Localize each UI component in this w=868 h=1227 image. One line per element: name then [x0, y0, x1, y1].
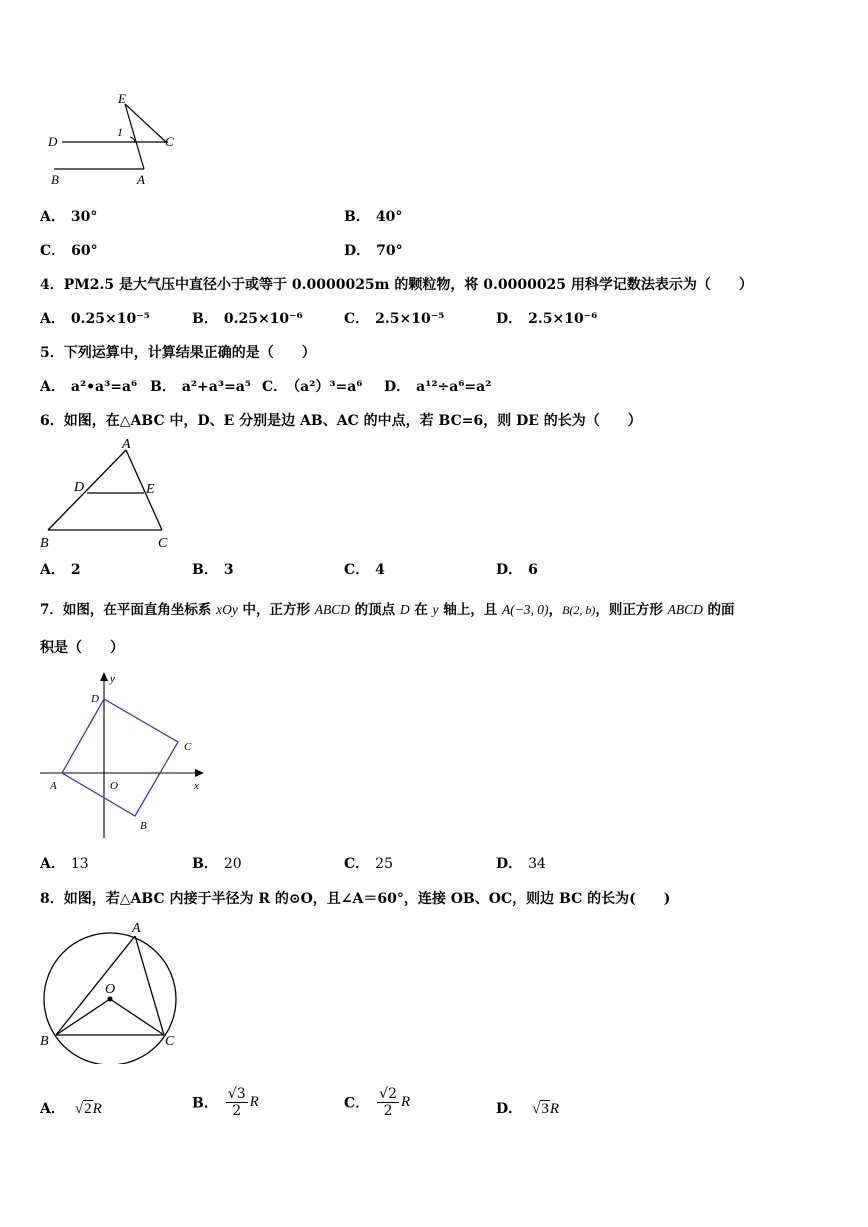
side-ac	[126, 450, 162, 530]
label-y: y	[110, 673, 115, 685]
side-ab	[48, 450, 126, 530]
line-ea	[125, 104, 144, 169]
label-c: C	[184, 741, 192, 753]
q5-option-c[interactable]: C． （a²）³=a⁶	[262, 379, 363, 395]
q6-option-d[interactable]: D． 6	[496, 562, 538, 578]
label-o: O	[105, 982, 116, 997]
label-e: E	[146, 482, 155, 497]
q5-option-d[interactable]: D． a¹²÷a⁶=a²	[384, 379, 492, 395]
label-d: D	[74, 480, 85, 495]
center-dot	[108, 997, 113, 1002]
q3-option-a[interactable]: A． 30°	[40, 209, 98, 225]
q7-option-b[interactable]: B． 20	[192, 856, 242, 872]
q8-figure	[36, 914, 196, 1064]
q8-option-b[interactable]: B． $\frac{√3}{2}$ R	[192, 1086, 259, 1119]
q5-stem: 5．下列运算中，计算结果正确的是（ ）	[40, 345, 316, 361]
y-axis-arrow	[100, 672, 108, 681]
label-b: B	[140, 820, 147, 832]
chord-ac	[135, 936, 164, 1035]
label-a: A	[132, 921, 141, 936]
q6-option-a[interactable]: A． 2	[40, 562, 81, 578]
q6-figure	[38, 436, 178, 552]
q3-option-c[interactable]: C． 60°	[40, 243, 98, 259]
label-b: B	[40, 536, 49, 551]
q8-option-c[interactable]: C． $\frac{√2}{2}$ R	[344, 1086, 411, 1119]
label-d: D	[48, 134, 58, 149]
q3-option-b[interactable]: B． 40°	[344, 209, 403, 225]
label-a: A	[137, 172, 145, 187]
label-c: C	[165, 1034, 175, 1049]
radius-ob	[56, 999, 110, 1035]
q8-option-a[interactable]: A． √2R	[40, 1101, 102, 1117]
q4-stem: 4．PM2.5 是大气压中直径小于或等于 0.0000025m 的颗粒物，将 0.0000025 用科学记数法表示为（ ）	[40, 277, 753, 293]
q5-option-b[interactable]: B． a²+a³=a⁵	[150, 379, 251, 395]
q6-option-c[interactable]: C． 4	[344, 562, 385, 578]
q4-option-b[interactable]: B． 0.25×10⁻⁶	[192, 311, 303, 327]
q6-option-b[interactable]: B． 3	[192, 562, 234, 578]
q7-option-d[interactable]: D． 34	[496, 856, 546, 872]
q6-stem: 6．如图，在△ABC 中，D、E 分别是边 AB、AC 的中点，若 BC=6，则 DE 的长为（ ）	[40, 413, 642, 429]
label-e: E	[118, 91, 126, 106]
q3-option-d[interactable]: D． 70°	[344, 243, 403, 259]
label-1: 1	[117, 125, 123, 139]
q5-option-a[interactable]: A． a²•a³=a⁶	[40, 379, 138, 395]
square-abcd	[62, 699, 178, 816]
chord-ab	[56, 936, 135, 1035]
q3-figure	[40, 88, 190, 188]
q7-option-a[interactable]: A． 13	[40, 856, 89, 872]
q4-option-c[interactable]: C． 2.5×10⁻⁵	[344, 311, 445, 327]
q7-stem-line1: 7．如图，在平面直角坐标系 xOy 中，正方形 ABCD 的顶点 D 在 y 轴上，且 A(−3, 0)，B(2, b)，则正方形 ABCD 的面	[40, 602, 735, 618]
label-b: B	[40, 1034, 49, 1049]
q8-option-d[interactable]: D． √3R	[496, 1101, 560, 1117]
q7-figure	[38, 668, 213, 840]
label-c: C	[158, 536, 168, 551]
q7-option-c[interactable]: C． 25	[344, 856, 393, 872]
q4-option-d[interactable]: D． 2.5×10⁻⁶	[496, 311, 598, 327]
q4-option-a[interactable]: A． 0.25×10⁻⁵	[40, 311, 150, 327]
label-a: A	[50, 780, 57, 792]
q7-stem-line2: 积是（ ）	[40, 640, 124, 656]
label-o: O	[110, 780, 118, 792]
label-x: x	[194, 780, 199, 792]
label-b: B	[51, 172, 59, 187]
label-c: C	[165, 134, 174, 149]
x-axis-arrow	[195, 769, 204, 777]
radius-oc	[110, 999, 164, 1035]
q8-stem: 8．如图，若△ABC 内接于半径为 R 的⊙O，且∠A＝60°，连接 OB、OC，则边 BC 的长为( )	[40, 891, 671, 907]
label-a: A	[122, 437, 131, 452]
label-d: D	[91, 693, 99, 705]
